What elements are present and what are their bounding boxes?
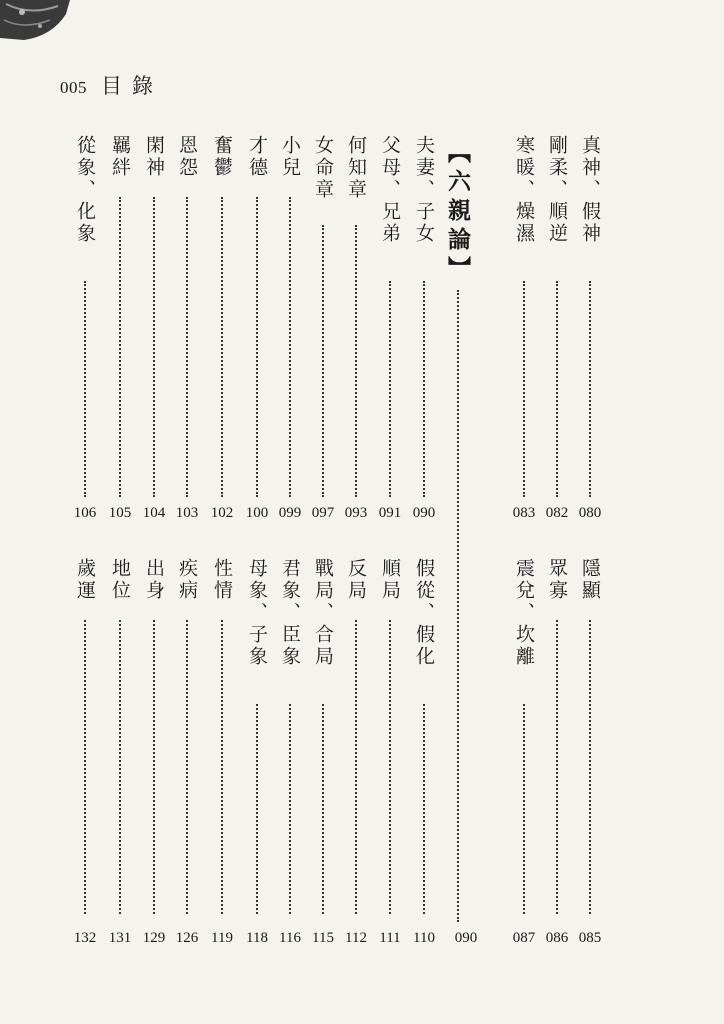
toc-leader-dots [289, 704, 291, 914]
corner-stamp-image [0, 0, 70, 40]
toc-entry-title: 真神、假神 [579, 135, 601, 245]
toc-entry-title: 反局 [345, 558, 367, 602]
toc-leader-dots [186, 620, 188, 914]
toc-entry-title: 戰局、合局 [312, 558, 334, 668]
toc-entry[interactable] [71, 558, 99, 606]
toc-page-number: 086 [545, 930, 569, 946]
toc-entry[interactable] [309, 135, 337, 205]
toc-entry-title: 閑神 [143, 135, 165, 179]
toc-entry-title: 女命章 [312, 135, 334, 201]
toc-leader-dots [84, 620, 86, 914]
toc-leader-dots [119, 197, 121, 497]
toc-entry[interactable] [410, 558, 438, 672]
toc-page-number: 087 [512, 930, 536, 946]
toc-leader-dots [589, 620, 591, 914]
toc-page-number: 097 [311, 505, 335, 521]
toc-entry-title: 剛柔、順逆 [546, 135, 568, 245]
toc-entry-title: 性情 [211, 558, 233, 602]
toc-entry[interactable] [243, 558, 271, 672]
toc-page-number: 112 [345, 930, 367, 946]
toc-page-number: 126 [175, 930, 199, 946]
toc-entry[interactable] [309, 558, 337, 672]
toc-leader-dots [389, 281, 391, 497]
toc-entry[interactable] [106, 558, 134, 606]
toc-leader-dots [355, 225, 357, 497]
toc-entry-title: 奮鬱 [211, 135, 233, 179]
toc-entry-title: 才德 [246, 135, 268, 179]
page-number: 005 [60, 78, 87, 97]
toc-entry-title: 寒暖、燥濕 [513, 135, 535, 245]
toc-leader-dots [186, 197, 188, 497]
toc-page-number: 132 [73, 930, 97, 946]
toc-entry-title: 假從、假化 [413, 558, 435, 668]
toc-page-number: 080 [578, 505, 602, 521]
toc-page-number: 105 [108, 505, 132, 521]
toc-entry-title: 歲運 [74, 558, 96, 602]
toc-entry[interactable] [208, 135, 236, 183]
toc-page-number: 103 [175, 505, 199, 521]
toc-entry-title: 疾病 [176, 558, 198, 602]
toc-entry[interactable] [173, 558, 201, 606]
toc-entry-title: 小兒 [279, 135, 301, 179]
toc-page-number: 129 [142, 930, 166, 946]
toc-page-number: 083 [512, 505, 536, 521]
toc-leader-dots [589, 281, 591, 497]
toc-entry[interactable] [276, 135, 304, 183]
toc-entry[interactable] [140, 558, 168, 606]
toc-entry[interactable] [140, 135, 168, 183]
toc-entry[interactable] [173, 135, 201, 183]
toc-entry[interactable] [106, 135, 134, 183]
toc-entry[interactable] [576, 135, 604, 249]
toc-entry-title: 羈絆 [109, 135, 131, 179]
toc-leader-dots [322, 704, 324, 914]
toc-entry[interactable] [71, 135, 99, 249]
toc-entry[interactable] [208, 558, 236, 606]
toc-entry-title: 從象、化象 [74, 135, 96, 245]
toc-title: 目錄 [101, 74, 163, 98]
toc-page-number: 085 [578, 930, 602, 946]
toc-entry-title: 母象、子象 [246, 558, 268, 668]
toc-leader-dots [221, 620, 223, 914]
toc-entry[interactable] [342, 135, 370, 205]
toc-entry[interactable] [410, 135, 438, 249]
toc-entry-title: 君象、臣象 [279, 558, 301, 668]
toc-page-number: 115 [312, 930, 334, 946]
toc-page-number: 091 [378, 505, 402, 521]
toc-leader-dots [355, 620, 357, 914]
page-header [60, 70, 163, 100]
toc-leader-dots [423, 704, 425, 914]
toc-leader-dots [119, 620, 121, 914]
toc-leader-dots [322, 225, 324, 497]
toc-page-number: 119 [211, 930, 233, 946]
toc-leader-dots [523, 281, 525, 497]
toc-leader-dots [84, 281, 86, 497]
toc-entry-title: 隱顯 [579, 558, 601, 602]
toc-page-number: 082 [545, 505, 569, 521]
toc-entry[interactable] [342, 558, 370, 606]
toc-page-number: 116 [279, 930, 301, 946]
toc-leader-dots [221, 197, 223, 497]
toc-entry-title: 恩怨 [176, 135, 198, 179]
section-heading-label: 六親論 [444, 169, 471, 256]
toc-page-number: 111 [379, 930, 401, 946]
section-leader-dots [457, 290, 459, 922]
toc-entry[interactable] [543, 135, 571, 249]
toc-entry-title: 震兌、坎離 [513, 558, 535, 668]
toc-page-number: 102 [210, 505, 234, 521]
toc-page-number: 093 [344, 505, 368, 521]
toc-entry[interactable] [243, 135, 271, 183]
toc-entry[interactable] [510, 135, 538, 249]
toc-leader-dots [256, 704, 258, 914]
section-page-number: 090 [454, 930, 478, 946]
toc-entry-title: 地位 [109, 558, 131, 602]
toc-entry-title: 夫妻、子女 [413, 135, 435, 245]
toc-leader-dots [389, 620, 391, 914]
toc-leader-dots [523, 704, 525, 914]
toc-entry-title: 父母、兄弟 [379, 135, 401, 245]
toc-leader-dots [556, 620, 558, 914]
toc-page-number: 118 [246, 930, 268, 946]
toc-leader-dots [423, 281, 425, 497]
toc-page-number: 104 [142, 505, 166, 521]
section-heading [437, 140, 477, 289]
section-close-bracket: 】 [444, 256, 471, 285]
toc-entry[interactable] [376, 558, 404, 606]
toc-leader-dots [153, 620, 155, 914]
toc-entry[interactable] [510, 558, 538, 672]
toc-leader-dots [153, 197, 155, 497]
toc-page-number: 106 [73, 505, 97, 521]
toc-entry-title: 順局 [379, 558, 401, 602]
toc-entry[interactable] [543, 558, 571, 606]
toc-entry-title: 何知章 [345, 135, 367, 201]
toc-page-number: 099 [278, 505, 302, 521]
toc-leader-dots [556, 281, 558, 497]
toc-entry-title: 眾寡 [546, 558, 568, 602]
section-open-bracket: 【 [444, 140, 471, 169]
toc-leader-dots [256, 197, 258, 497]
toc-page-number: 110 [413, 930, 435, 946]
toc-entry-title: 出身 [143, 558, 165, 602]
toc-entry[interactable] [276, 558, 304, 672]
toc-page-number: 131 [108, 930, 132, 946]
toc-entry[interactable] [576, 558, 604, 606]
toc-leader-dots [289, 197, 291, 497]
toc-page-number: 100 [245, 505, 269, 521]
toc-page-number: 090 [412, 505, 436, 521]
toc-entry[interactable] [376, 135, 404, 249]
